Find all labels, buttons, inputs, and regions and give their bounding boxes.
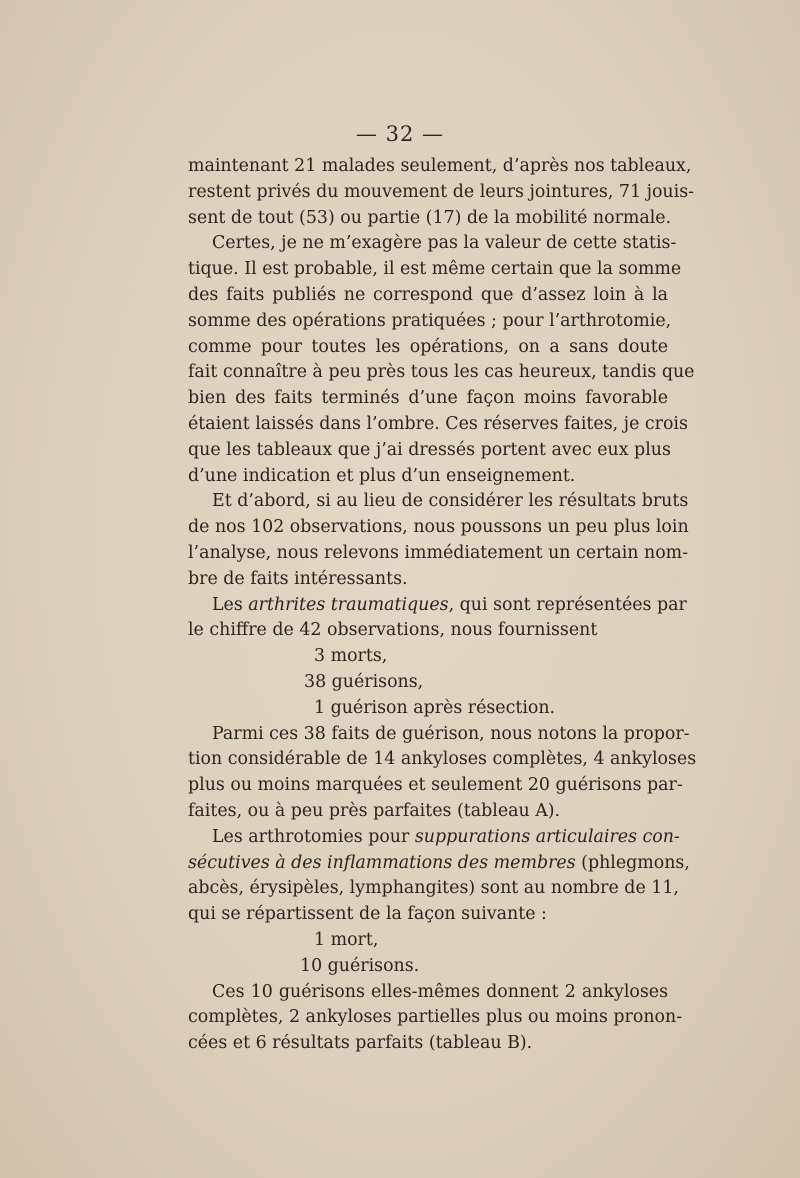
paragraph-start	[188, 593, 687, 619]
text-line: tion considérable de 14 ankyloses complètes, 4 ankyloses	[188, 749, 697, 770]
list-item: 1 mort,	[314, 929, 379, 950]
text-line: complètes, 2 ankyloses partielles plus ou moins pronon-	[188, 1007, 683, 1028]
list-item: 3 morts,	[314, 646, 388, 667]
list-item: 10 guérisons.	[300, 955, 420, 976]
text-line: maintenant 21 malades seulement, d’après nos tableaux,	[188, 156, 692, 176]
text-line: cées et 6 résultats parfaits (tableau B).	[188, 1033, 533, 1054]
text-line: de nos 102 observations, nous poussons un peu plus loin	[188, 517, 689, 538]
paragraph-start: Parmi ces 38 faits de guérison, nous notons la propor-	[212, 723, 690, 744]
paragraph-start: Ces 10 guérisons elles-mêmes donnent 2 ankyloses	[212, 981, 668, 1002]
text-line: comme pour toutes les opérations, on a sans doute	[188, 336, 668, 357]
text-line: faites, ou à peu près parfaites (tableau A).	[188, 800, 561, 821]
italic-phrase: arthrites traumatiques	[248, 594, 449, 615]
text-line: que les tableaux que j’ai dressés portent avec eux plus	[188, 439, 671, 460]
text-line: restent privés du mouvement de leurs jointures, 71 jouis-	[188, 181, 694, 202]
text-run: , qui sont représentées par	[448, 594, 687, 615]
text-line: plus ou moins marquées et seulement 20 guérisons par-	[188, 775, 683, 796]
text-line: bre de faits intéressants.	[188, 568, 408, 589]
paragraph-start: Certes, je ne m’exagère pas la valeur de cette statis-	[212, 233, 677, 254]
text-line: bien des faits terminés d’une façon moins favorable	[188, 388, 668, 409]
text-line: des faits publiés ne correspond que d’assez loin à la	[188, 284, 668, 305]
text-line: sent de tout (53) ou partie (17) de la mobilité normale.	[188, 207, 672, 228]
text-line: le chiffre de 42 observations, nous fournissent	[188, 620, 598, 641]
text-line: d’une indication et plus d’un enseignement.	[188, 465, 576, 486]
list-item: 38 guérisons,	[304, 671, 424, 692]
text-run: Les	[212, 594, 249, 615]
text-line: fait connaître à peu près tous les cas heureux, tandis que	[188, 362, 695, 383]
list-item: 1 guérison après résection.	[314, 697, 556, 718]
text-run: Les arthrotomies pour	[212, 826, 415, 847]
text-line: étaient laissés dans l’ombre. Ces réserves faites, je crois	[188, 413, 688, 434]
text-line: abcès, érysipèles, lymphangites) sont au nombre de 11,	[188, 878, 679, 899]
italic-phrase: suppurations articulaires con-	[414, 826, 680, 847]
text-run: (phlegmons,	[575, 852, 690, 873]
italic-phrase: sécutives à des inflammations des membres	[188, 852, 576, 873]
paragraph-start	[188, 825, 680, 851]
page-number: — 32 —	[355, 122, 445, 146]
paragraph-start: Et d’abord, si au lieu de considérer les résultats bruts	[212, 491, 689, 512]
text-line: l’analyse, nous relevons immédiatement un certain nom-	[188, 542, 689, 563]
body-text	[188, 154, 697, 1057]
text-line: qui se répartissent de la façon suivante :	[188, 904, 547, 925]
text-line: tique. Il est probable, il est même certain que la somme	[188, 259, 682, 280]
text-line: somme des opérations pratiquées ; pour l’arthrotomie,	[188, 310, 672, 331]
text-line	[188, 851, 690, 877]
